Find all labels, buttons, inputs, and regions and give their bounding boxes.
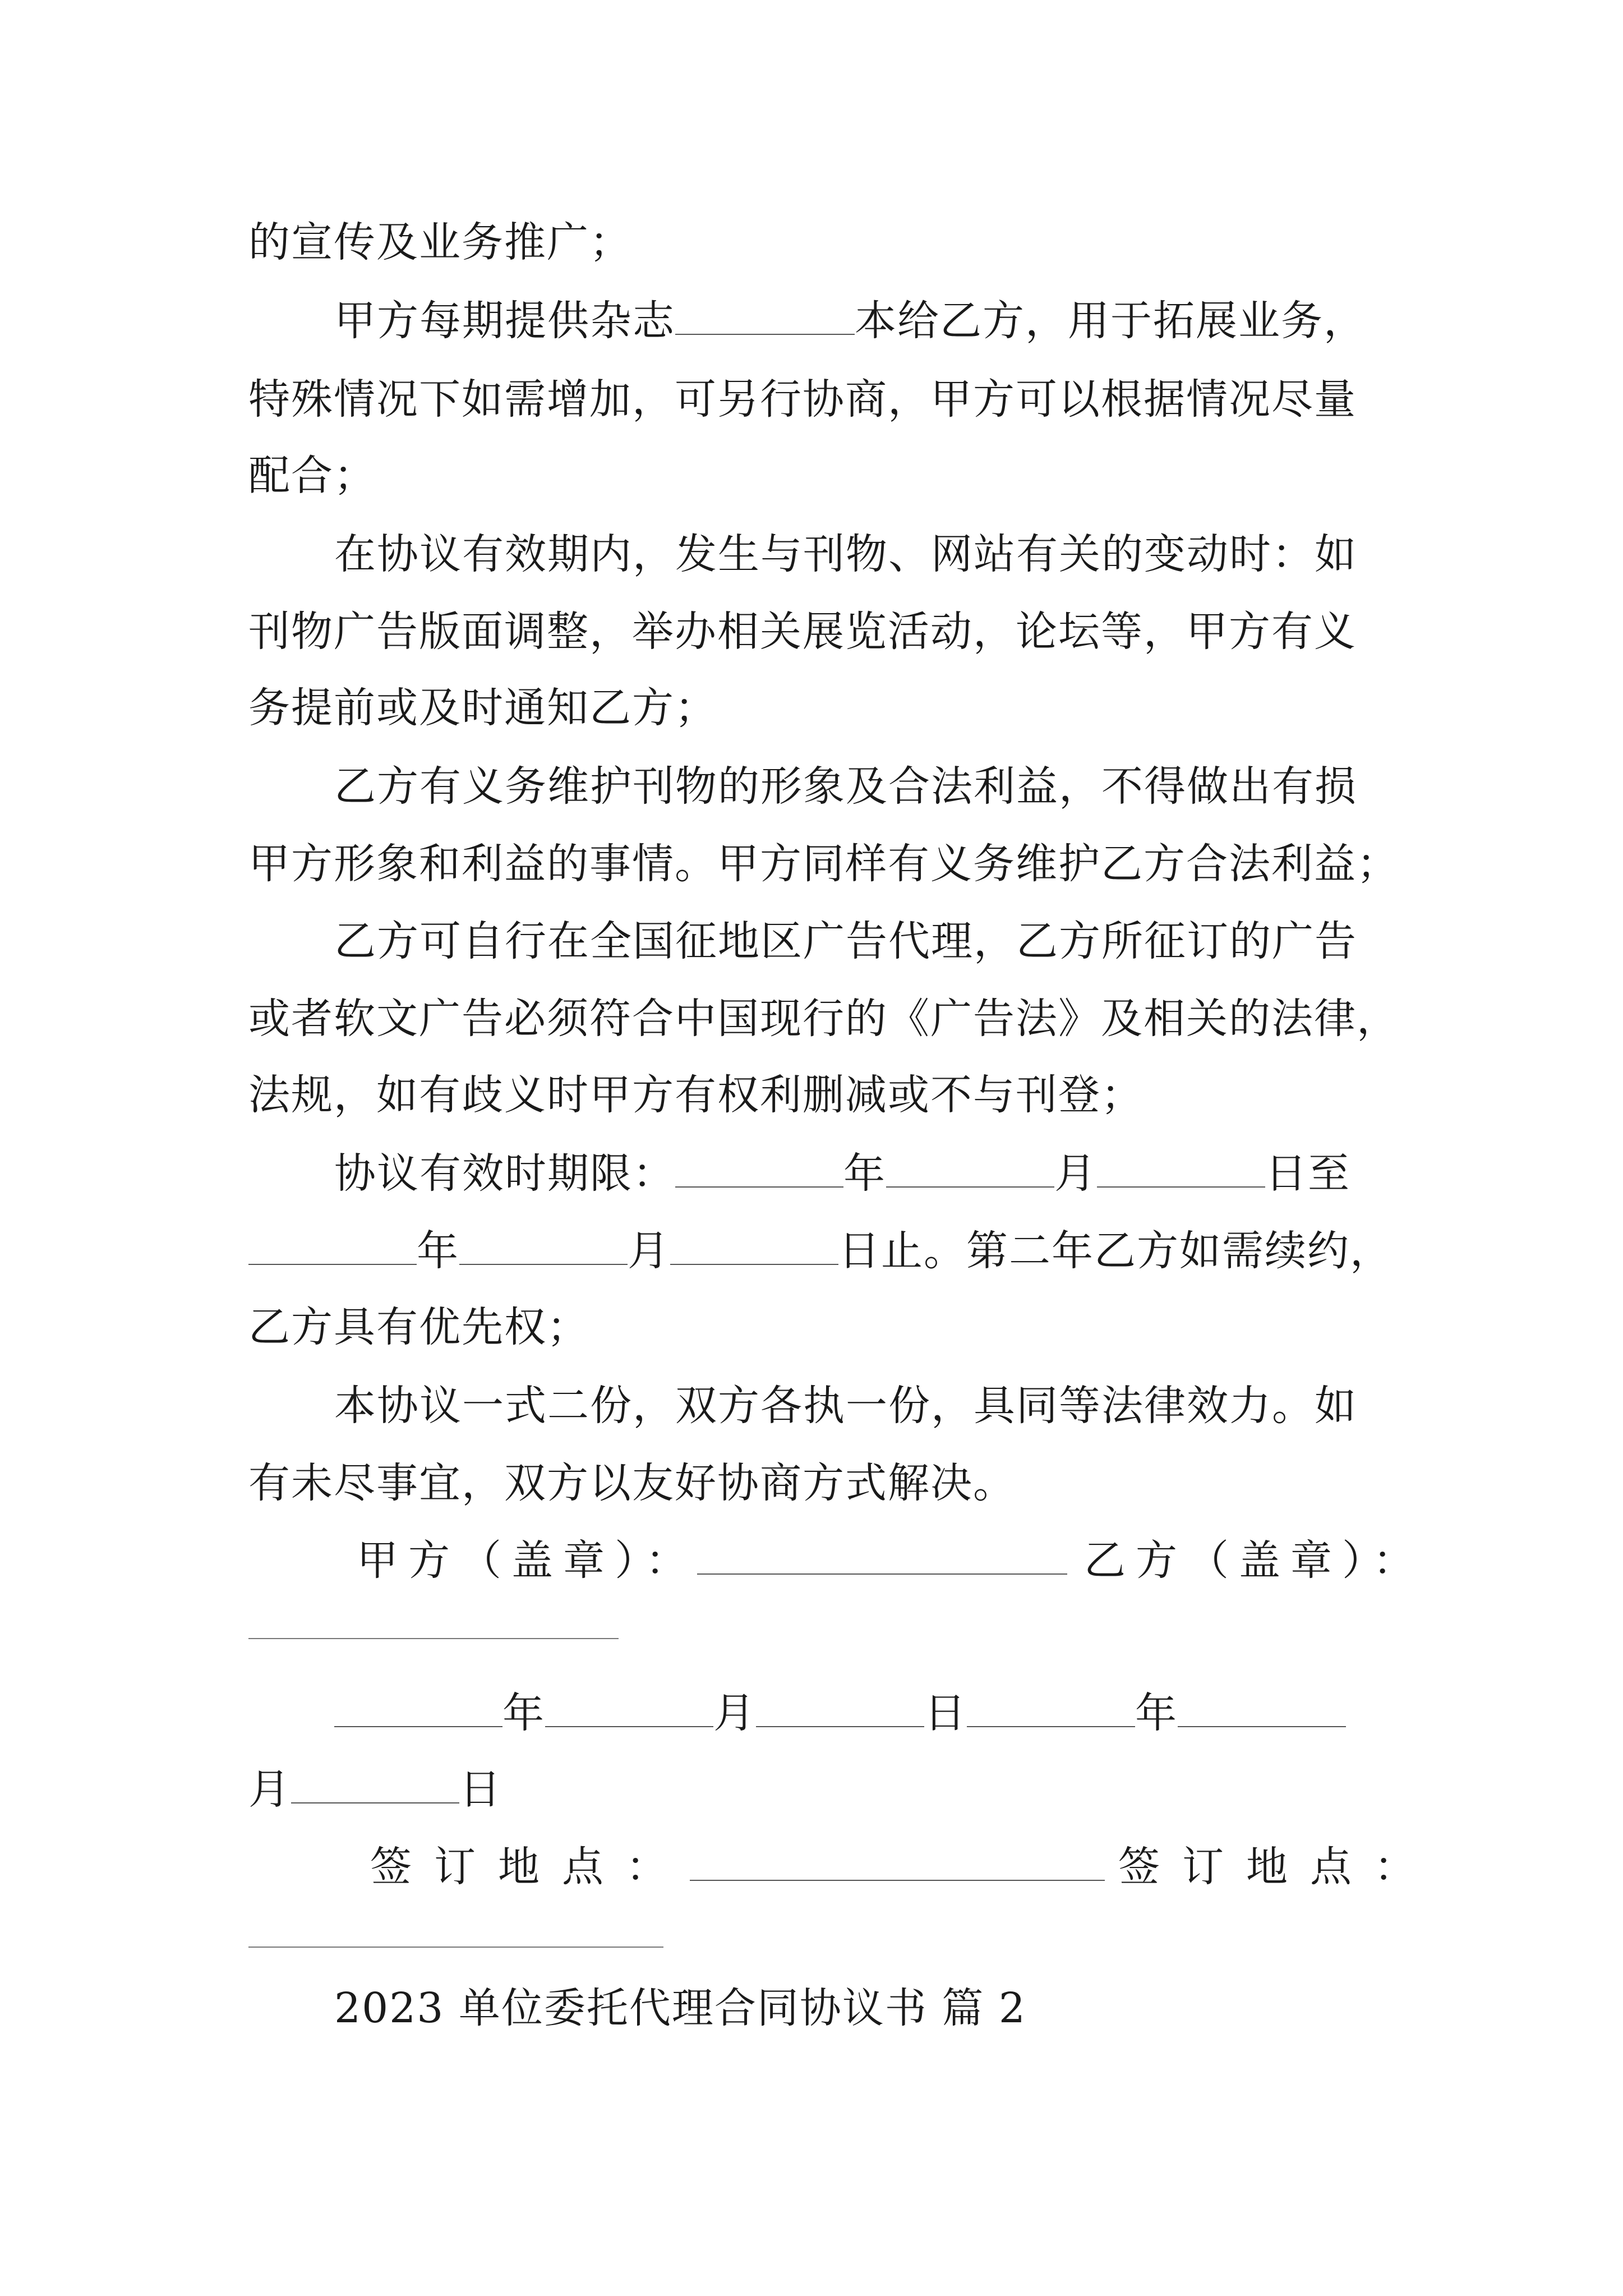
text-line xyxy=(248,840,1399,888)
text: 年 xyxy=(417,1227,459,1275)
text-line xyxy=(248,1227,1393,1275)
text-line xyxy=(334,919,1387,964)
fill-blank[interactable] xyxy=(545,1692,713,1727)
text-line xyxy=(334,532,1387,577)
party-a-place-label: 签订地点： xyxy=(370,1843,690,1891)
party-b-seal-label: 乙方（盖章）： xyxy=(1084,1536,1424,1585)
fill-blank[interactable] xyxy=(334,1692,502,1727)
signing-place-line xyxy=(370,1843,1438,1891)
text-line xyxy=(248,1461,1387,1506)
fill-blank[interactable] xyxy=(675,1153,843,1188)
text-line xyxy=(334,1151,1387,1196)
text: 月 xyxy=(628,1227,670,1275)
text-line xyxy=(248,1305,1387,1350)
text: 月 xyxy=(1054,1149,1097,1198)
text: 月 xyxy=(248,1765,291,1814)
date-line xyxy=(248,1767,1387,1812)
party-b-place-label: 签订地点： xyxy=(1118,1843,1438,1891)
text: 年 xyxy=(843,1149,886,1198)
text: 甲方形象和利益的事情。甲方同样有义务维护乙方合法利益； xyxy=(248,840,1399,888)
fill-blank[interactable] xyxy=(675,300,855,335)
text: 乙方具有优先权； xyxy=(248,1303,589,1351)
text: 务提前或及时通知乙方； xyxy=(248,684,717,732)
text-line xyxy=(248,220,1387,265)
text: 本协议一式二份，双方各执一份，具同等法律效力。如 xyxy=(334,1382,1357,1430)
text-line xyxy=(334,1383,1387,1428)
text: 或者软文广告必须符合中国现行的《广告法》及相关的法律， xyxy=(248,995,1399,1043)
text: 月 xyxy=(713,1689,756,1737)
text-line xyxy=(248,377,1387,422)
party-a-seal-label: 甲方（盖章）： xyxy=(357,1536,697,1585)
text-line xyxy=(248,1073,1387,1117)
text: 乙方可自行在全国征地区广告代理，乙方所征订的广告 xyxy=(334,917,1357,965)
text: 日 xyxy=(924,1689,967,1737)
text: 乙方有义务维护刊物的形象及合法利益，不得做出有损 xyxy=(334,762,1357,811)
fill-blank[interactable] xyxy=(886,1153,1054,1188)
text: 法规，如有歧义时甲方有权利删减或不与刊登； xyxy=(248,1071,1144,1119)
text: 甲方每期提供杂志 xyxy=(334,297,675,345)
signature-line xyxy=(357,1536,1424,1585)
text-line xyxy=(248,995,1399,1043)
fill-blank[interactable] xyxy=(1097,1153,1265,1188)
party-a-place-blank[interactable] xyxy=(690,1846,1105,1881)
text: 本给乙方，用于拓展业务， xyxy=(855,297,1366,345)
text: 日至 xyxy=(1265,1149,1350,1198)
fill-blank[interactable] xyxy=(1178,1692,1346,1727)
text: 特殊情况下如需增加，可另行协商，甲方可以根据情况尽量 xyxy=(248,375,1357,424)
fill-blank[interactable] xyxy=(756,1692,924,1727)
fill-blank[interactable] xyxy=(248,1230,417,1265)
fill-blank[interactable] xyxy=(967,1692,1135,1727)
text-line xyxy=(334,298,1387,343)
text: 协议有效时期限： xyxy=(334,1149,675,1198)
text-line xyxy=(334,764,1387,809)
text: 年 xyxy=(502,1689,545,1737)
text-line xyxy=(248,609,1387,654)
text: 刊物广告版面调整，举办相关展览活动，论坛等，甲方有义 xyxy=(248,608,1357,656)
fill-blank[interactable] xyxy=(291,1769,459,1803)
party-b-seal-blank[interactable] xyxy=(248,1638,619,1639)
text: 日 xyxy=(459,1765,502,1814)
fill-blank[interactable] xyxy=(459,1230,628,1265)
text: 有未尽事宜，双方以友好协商方式解决。 xyxy=(248,1459,1016,1507)
party-b-place-blank[interactable] xyxy=(248,1947,663,1948)
date-line xyxy=(334,1691,1387,1736)
section-heading: 2023 单位委托代理合同协议书 篇 2 xyxy=(334,1984,1026,2032)
text-line xyxy=(248,685,1387,730)
text: 在协议有效期内，发生与刊物、网站有关的变动时：如 xyxy=(334,530,1357,578)
text: 年 xyxy=(1135,1689,1178,1737)
text-line xyxy=(248,453,1387,498)
text: 配合； xyxy=(248,452,376,500)
text: 的宣传及业务推广； xyxy=(248,218,632,266)
fill-blank[interactable] xyxy=(670,1230,838,1265)
text: 日止。第二年乙方如需续约， xyxy=(838,1227,1393,1275)
party-a-seal-blank[interactable] xyxy=(697,1540,1067,1575)
